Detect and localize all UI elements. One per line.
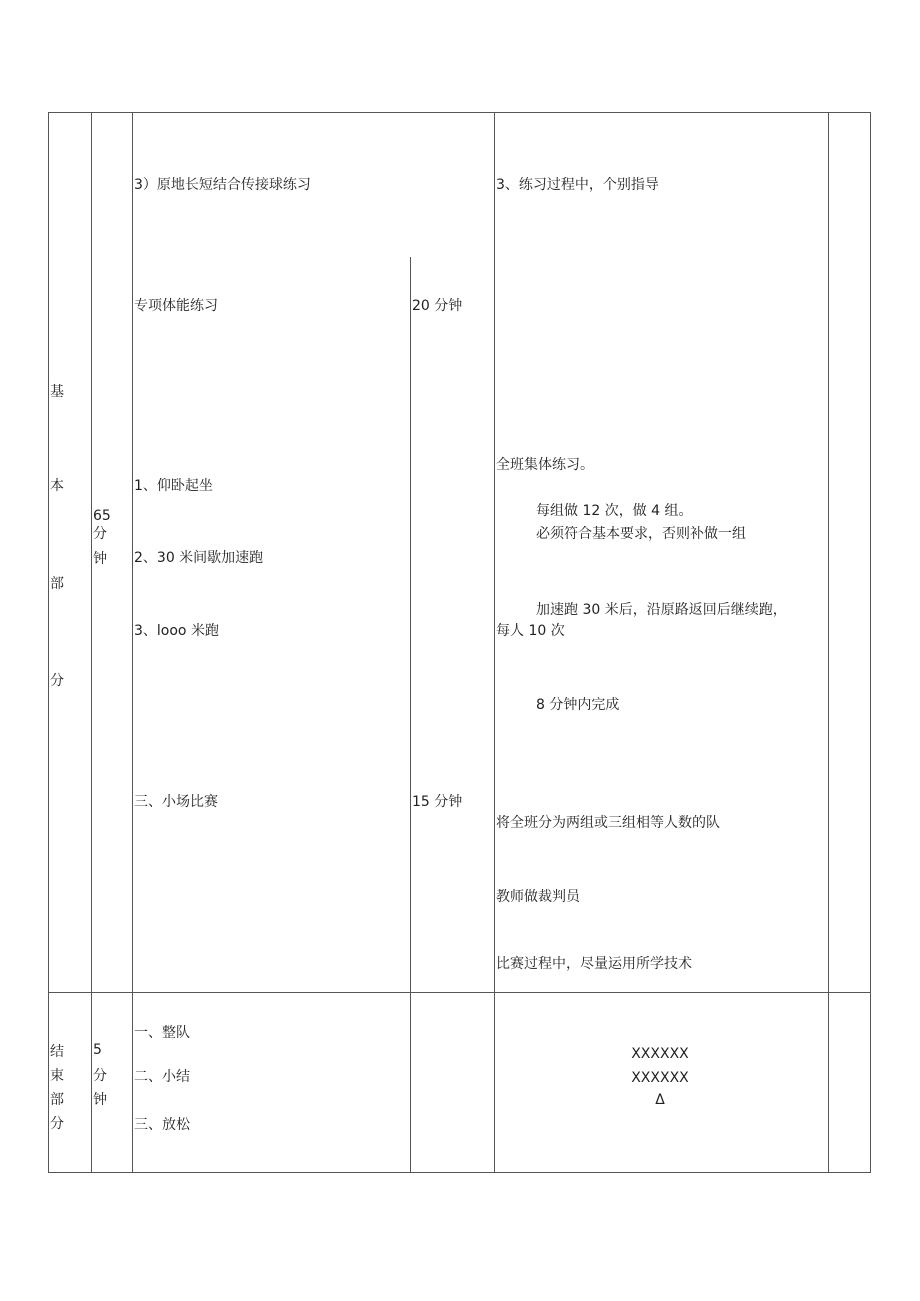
pass-practice-item: 3）原地长短结合传接球练习 [134, 177, 311, 193]
duration-unit-char: 分 [93, 1068, 107, 1084]
closing-item-summary: 二、小结 [134, 1069, 190, 1085]
section-label-char: 部 [50, 1092, 64, 1108]
game-note-referee: 教师做裁判员 [496, 889, 580, 905]
column-divider-content [494, 112, 495, 1173]
section-label-char: 基 [50, 384, 64, 400]
whole-class-note: 全班集体练习。 [496, 457, 594, 473]
section-label-char: 本 [50, 478, 64, 494]
duration-unit-char: 分 [93, 526, 107, 542]
fitness-time: 20 分钟 [412, 298, 463, 314]
section-label-char: 部 [50, 576, 64, 592]
run-item: 3、looo 米跑 [134, 623, 219, 639]
game-note-technique: 比赛过程中，尽量运用所学技术 [496, 956, 692, 972]
column-divider-duration [132, 112, 133, 1173]
duration-unit-char: 钟 [93, 1092, 107, 1108]
formation-row: XXXXXX [631, 1046, 689, 1062]
pass-practice-guide: 3、练习过程中，个别指导 [496, 177, 659, 193]
duration-value: 65 [93, 508, 111, 524]
game-note-groups: 将全班分为两组或三组相等人数的队 [496, 815, 720, 831]
section-label-char: 束 [50, 1068, 64, 1084]
duration-unit-char: 钟 [93, 551, 107, 567]
teacher-marker: Δ [655, 1092, 665, 1108]
table-border-left [48, 112, 49, 1173]
column-divider-notes [828, 112, 829, 1173]
duration-value: 5 [93, 1042, 102, 1058]
sprint-item: 2、30 米间歇加速跑 [134, 550, 264, 566]
run-note: 8 分钟内完成 [536, 697, 620, 713]
sets-note: 每组做 12 次，做 4 组。 [536, 503, 693, 519]
formation-row: XXXXXX [631, 1070, 689, 1086]
section-label-char: 分 [50, 1116, 64, 1132]
column-divider-time [410, 257, 411, 1173]
fitness-title: 专项体能练习 [134, 298, 218, 314]
section-label-char: 结 [50, 1044, 64, 1060]
sprint-note-line1: 加速跑 30 米后，沿原路返回后继续跑， [536, 602, 787, 618]
requirement-note: 必须符合基本要求，否则补做一组 [536, 526, 746, 542]
column-divider-section [91, 112, 92, 1173]
table-border-bottom [48, 1172, 871, 1173]
situp-item: 1、仰卧起坐 [134, 478, 213, 494]
section-label-char: 分 [50, 673, 64, 689]
table-row-divider [48, 992, 871, 993]
closing-item-lineup: 一、整队 [134, 1025, 190, 1041]
game-time: 15 分钟 [412, 794, 463, 810]
game-title: 三、小场比赛 [134, 794, 218, 810]
sprint-note-line2: 每人 10 次 [496, 623, 565, 639]
closing-item-relax: 三、放松 [134, 1117, 190, 1133]
formation-diagram [600, 1042, 720, 1110]
table-border-right [870, 112, 871, 1173]
table-border-top [48, 112, 871, 113]
